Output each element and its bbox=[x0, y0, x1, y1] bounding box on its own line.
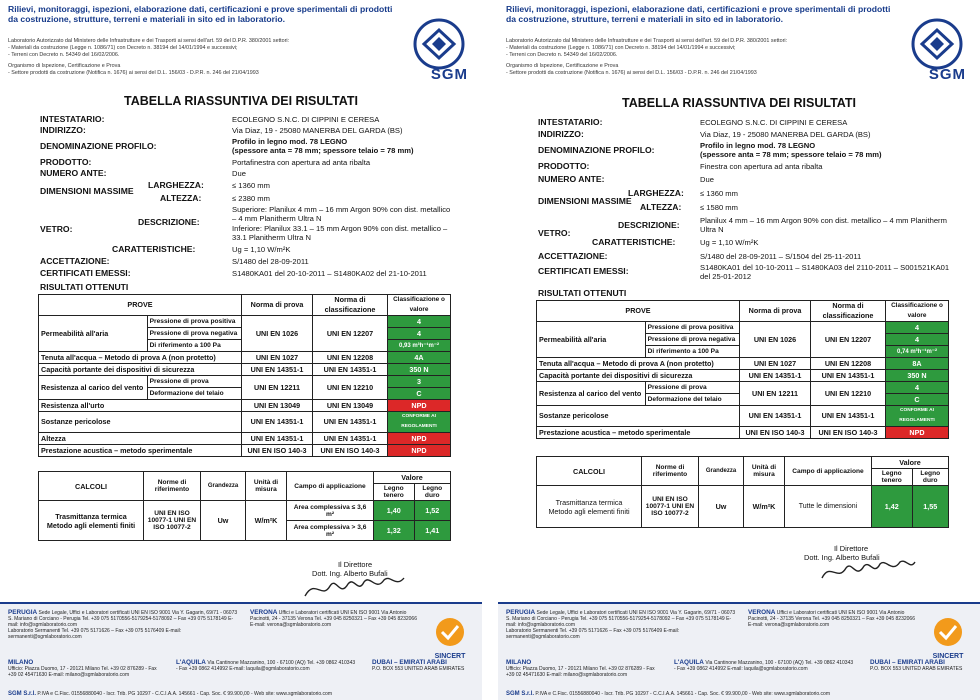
table-row bbox=[39, 445, 451, 457]
logo-text: SGM bbox=[928, 66, 966, 83]
accettazione-value: S/1480 del 28-09-2011 bbox=[232, 257, 309, 266]
capacita-value: 350 N bbox=[886, 370, 949, 382]
header-line: Organismo di Ispezione, Certificazione e Prova bbox=[8, 63, 121, 69]
prodotto-value: Portafinestra con apertura ad anta ribalta bbox=[232, 158, 371, 167]
footer-address: Laboratorio Sermanenti Tel. +39 075 5171626 – Fax +39 075 5176409 E-mail: sermanenti@sgmlaboratorio.com bbox=[506, 628, 680, 640]
vento-class: UNI EN 12210 bbox=[313, 376, 388, 400]
descrizione-label: DESCRIZIONE: bbox=[138, 217, 200, 227]
signature-icon bbox=[300, 572, 410, 602]
altezza-value: NPD bbox=[388, 433, 451, 445]
footer-address: Via Cantinone Mazzanino, 100 - 67100 (AQ) Tel. +39 0862 410343 - Fax +39 0862 414992 E-mail: laquila@sgmlaboratorio.com bbox=[674, 660, 854, 672]
vento-class: UNI EN 12210 bbox=[811, 382, 886, 406]
perm-value: 4 bbox=[388, 328, 451, 340]
table-row bbox=[39, 364, 451, 376]
header-title: Rilievi, monitoraggi, ispezioni, elaborazione dati, certificazioni e prove sperimentali di prodotti da costruzione, strutture, terreni e materiali in sito ed in laboratorio. bbox=[8, 4, 393, 24]
altezza-value: ≤ 1580 mm bbox=[700, 203, 738, 212]
table-header-row bbox=[39, 295, 451, 316]
header-line: Laboratorio Autorizzato dal Ministero delle Infrastrutture e dei Trasporti ai sensi dell'art. 59 del D.P.R. 380/2001 settori: bbox=[8, 38, 290, 44]
footer-address: Uffici e Laboratori certificati UNI EN ISO 9001 Via Antonio Pacinotti, 24 - 37135 Verona Tel. +39 045 8250321 – Fax +39 045 8232066 E-mail: verona@sgmlaboratorio.com bbox=[250, 610, 417, 628]
vento-norma: UNI EN 12211 bbox=[740, 382, 811, 406]
capacita-norma: UNI EN 14351-1 bbox=[242, 364, 313, 376]
vetro-label: VETRO: bbox=[40, 224, 73, 234]
footer-address: P.O. BOX 553 UNITED ARAB EMIRATES bbox=[870, 666, 963, 672]
footer-city: L'AQUILA bbox=[176, 659, 206, 666]
col-legno-tenero: Legno tenero bbox=[872, 469, 913, 486]
certificati-value: S1480KA01 del 20-10-2011 – S1480KA02 del 21-10-2011 bbox=[232, 269, 427, 278]
col-legno-duro: Legno duro bbox=[414, 484, 451, 501]
sostanze-norma: UNI EN 14351-1 bbox=[740, 406, 811, 427]
certificati-label: CERTIFICATI EMESSI: bbox=[40, 268, 131, 278]
footer-legal-text: P.IVA e C.Fisc. 01556880040 - Iscr. Trib. PG 10297 - C.C.I.A.A. 145661 - Cap. Soc. € 99.900,00 - Web site: www.sgmlaboratorio.com bbox=[535, 691, 830, 697]
header-line: - Settore prodotti da costruzione (Notifica n. 1676) ai sensi del D.L. 156/03 - D.P.R. n. 246 del 21/04/1993 bbox=[8, 70, 259, 76]
profilo-value: Profilo in legno mod. 78 LEGNO bbox=[232, 137, 348, 146]
acustica-value: NPD bbox=[886, 427, 949, 439]
perm-norma: UNI EN 1026 bbox=[740, 322, 811, 358]
results-table bbox=[38, 294, 451, 457]
acustica-label: Prestazione acustica – metodo sperimentale bbox=[537, 427, 740, 439]
table-row bbox=[537, 382, 949, 394]
calc-label-1: Trasmittanza termica bbox=[555, 497, 623, 507]
accettazione-label: ACCETTAZIONE: bbox=[538, 251, 608, 261]
vento-sub: Pressione di prova bbox=[645, 382, 739, 394]
header-line: - Terreni con Decreto n. 54349 del 16/02/2006. bbox=[506, 52, 618, 58]
table-row bbox=[537, 406, 949, 427]
page-title: TABELLA RIASSUNTIVA DEI RISULTATI bbox=[621, 96, 856, 110]
col-valore: Valore bbox=[374, 472, 451, 484]
tenuta-value: 4A bbox=[388, 352, 451, 364]
col-grandezza: Grandezza bbox=[201, 472, 246, 501]
header-line: Laboratorio Autorizzato dal Ministero delle Infrastrutture e dei Trasporti ai sensi dell'art. 59 del D.P.R. 380/2001 settori: bbox=[506, 38, 788, 44]
descrizione-inferiore: Inferiore: Planilux 33.1 – 15 mm Argon 90% con dist. metallico – 33.1 Planitherm Ultra N bbox=[232, 224, 448, 242]
descrizione-value: Planilux 4 mm – 16 mm Argon 90% con dist. metallico – 4 mm Planitherm Ultra N bbox=[700, 216, 947, 234]
calc-label bbox=[537, 486, 642, 528]
perm-sub: Pressione di prova positiva bbox=[147, 316, 241, 328]
sostanze-label: Sostanze pericolose bbox=[39, 412, 242, 433]
logo-text: SGM bbox=[430, 66, 468, 83]
profilo-label: DENOMINAZIONE PROFILO: bbox=[40, 141, 157, 151]
indirizzo-label: INDIRIZZO: bbox=[40, 125, 86, 135]
profilo-value: Profilo in legno mod. 78 LEGNO bbox=[700, 141, 816, 150]
calc-label-1: Trasmittanza termica bbox=[55, 511, 127, 521]
acustica-class: UNI EN ISO 140-3 bbox=[811, 427, 886, 439]
urto-norma: UNI EN 13049 bbox=[242, 400, 313, 412]
urto-value: NPD bbox=[388, 400, 451, 412]
descrizione-superiore: Superiore: Planilux 4 mm – 16 mm Argon 90% con dist. metallico – 4 mm Planitherm Ultra N bbox=[232, 205, 451, 223]
acustica-norma: UNI EN ISO 140-3 bbox=[242, 445, 313, 457]
table-row bbox=[39, 352, 451, 364]
header-line: - Settore prodotti da costruzione (Notifica n. 1676) ai sensi del D.L. 156/03 - D.P.R. n. 246 del 21/04/1993 bbox=[506, 70, 757, 76]
profilo-label: DENOMINAZIONE PROFILO: bbox=[538, 145, 655, 155]
ante-value: Due bbox=[700, 175, 714, 184]
footer-city: L'AQUILA bbox=[674, 659, 704, 666]
table-row bbox=[39, 400, 451, 412]
table-header-row bbox=[537, 301, 949, 322]
col-classificazione: Classificazione o valore bbox=[388, 295, 451, 316]
intestatario-value: ECOLEGNO S.N.C. DI CIPPINI E CERESA bbox=[700, 118, 848, 127]
col-norma-prova: Norma di prova bbox=[740, 301, 811, 322]
col-unita: Unità di misura bbox=[744, 457, 785, 486]
signature-icon bbox=[818, 556, 918, 584]
calc-label bbox=[39, 501, 144, 541]
table-header-row bbox=[39, 472, 451, 484]
perm-class: UNI EN 12207 bbox=[313, 316, 388, 352]
perm-norma: UNI EN 1026 bbox=[242, 316, 313, 352]
intestatario-value: ECOLEGNO S.N.C. DI CIPPINI E CERESA bbox=[232, 115, 380, 124]
calc-table bbox=[536, 456, 949, 528]
caratteristiche-value: Ug = 1,10 W/m²K bbox=[700, 238, 759, 247]
certificate-sheet-left bbox=[0, 0, 482, 700]
capacita-label: Capacità portante dei dispositivi di sicurezza bbox=[39, 364, 242, 376]
footer-address: Via Cantinone Mazzanino, 100 - 67100 (AQ) Tel. +39 0862 410343 - Fax +39 0862 414992 E-mail: laquila@sgmlaboratorio.com bbox=[176, 660, 356, 672]
capacita-class: UNI EN 14351-1 bbox=[313, 364, 388, 376]
perm-class: UNI EN 12207 bbox=[811, 322, 886, 358]
certificati-value: S1480KA01 del 10-10-2011 – S1480KA03 del 2110-2011 – S001521KA01 del 25-01-2012 bbox=[700, 263, 950, 281]
indirizzo-value: Via Diaz, 19 - 25080 MANERBA DEL GARDA (BS) bbox=[232, 126, 403, 135]
capacita-value: 350 N bbox=[388, 364, 451, 376]
col-unita: Unità di misura bbox=[246, 472, 287, 501]
larghezza-label: LARGHEZZA: bbox=[148, 180, 204, 190]
footer-company: SGM S.r.l. bbox=[8, 691, 37, 697]
vento-sub: Pressione di prova bbox=[147, 376, 241, 388]
caratteristiche-label: CARATTERISTICHE: bbox=[112, 244, 196, 254]
footer bbox=[498, 602, 980, 700]
col-prove: PROVE bbox=[537, 301, 740, 322]
profilo-spessore: (spessore anta = 78 mm; spessore telaio = 78 mm) bbox=[232, 146, 414, 155]
tenuta-label: Tenuta all'acqua – Metodo di prova A (non protetto) bbox=[537, 358, 740, 370]
table-row bbox=[39, 433, 451, 445]
results-table bbox=[536, 300, 949, 439]
tenuta-value: 8A bbox=[886, 358, 949, 370]
footer-address: Sede Legale, Uffici e Laboratori certificati UNI EN ISO 9001 Via Y. Gagarin, 69/71 - 06073 S. Mariano di Corciano - Perugia Tel. +39 075 5170556-5179254-5178092 – Fax +39 075 5178149 E-mail: info@sgmlaboratorio.com bbox=[8, 610, 238, 628]
tenuta-norma: UNI EN 1027 bbox=[740, 358, 811, 370]
table-row bbox=[537, 427, 949, 439]
signature-title: Il Direttore bbox=[834, 544, 869, 553]
col-norme: Norme di riferimento bbox=[642, 457, 699, 486]
acustica-norma: UNI EN ISO 140-3 bbox=[740, 427, 811, 439]
col-valore: Valore bbox=[872, 457, 949, 469]
tenuta-class: UNI EN 12208 bbox=[811, 358, 886, 370]
col-calcoli: CALCOLI bbox=[537, 457, 642, 486]
footer-address: Laboratorio Sermanenti Tel. +39 075 5171626 – Fax +39 075 5176409 E-mail: sermanenti@sgmlaboratorio.com bbox=[8, 628, 182, 640]
col-calcoli: CALCOLI bbox=[39, 472, 144, 501]
urto-class: UNI EN 13049 bbox=[313, 400, 388, 412]
perm-sub: Pressione di prova negativa bbox=[645, 334, 739, 346]
vento-sub: Deformazione del telaio bbox=[645, 394, 739, 406]
sostanze-class: UNI EN 14351-1 bbox=[811, 406, 886, 427]
perm-label: Permeabilità all'aria bbox=[537, 322, 646, 358]
calc-value: 1,52 bbox=[414, 501, 451, 521]
altezza-row-label: Altezza bbox=[39, 433, 242, 445]
col-norma-classificazione: Norma di classificazione bbox=[811, 301, 886, 322]
page-title: TABELLA RIASSUNTIVA DEI RISULTATI bbox=[123, 94, 358, 108]
footer-address: P.O. BOX 553 UNITED ARAB EMIRATES bbox=[372, 666, 465, 672]
accettazione-label: ACCETTAZIONE: bbox=[40, 256, 110, 266]
vetro-label: VETRO: bbox=[538, 228, 571, 238]
footer-city: MILANO bbox=[506, 659, 532, 666]
results-section-title: RISULTATI OTTENUTI bbox=[40, 282, 129, 292]
col-campo: Campo di applicazione bbox=[785, 457, 872, 486]
descrizione-label: DESCRIZIONE: bbox=[618, 220, 680, 230]
intestatario-label: INTESTATARIO: bbox=[538, 117, 603, 127]
urto-label: Resistenza all'urto bbox=[39, 400, 242, 412]
header-line: - Materiali da costruzione (Legge n. 1086/71) con Decreto n. 38194 del 14/01/1994 e successivi; bbox=[506, 45, 736, 51]
signature-name: Dott. Ing. Alberto Bufali bbox=[804, 553, 880, 562]
footer-city: VERONA bbox=[250, 609, 278, 616]
calc-value: 1,55 bbox=[912, 486, 949, 528]
page-gap bbox=[482, 0, 498, 700]
table-header-row bbox=[537, 457, 949, 469]
perm-value: 0,93 m³h⁻¹m⁻² bbox=[388, 340, 451, 352]
col-grandezza: Grandezza bbox=[699, 457, 744, 486]
indirizzo-label: INDIRIZZO: bbox=[538, 129, 584, 139]
table-row bbox=[537, 486, 949, 528]
sostanze-norma: UNI EN 14351-1 bbox=[242, 412, 313, 433]
indirizzo-value: Via Diaz, 19 - 25080 MANERBA DEL GARDA (BS) bbox=[700, 130, 871, 139]
calc-grandezza: Uw bbox=[699, 486, 744, 528]
altezza-label: ALTEZZA: bbox=[640, 202, 682, 212]
ante-label: NUMERO ANTE: bbox=[538, 174, 605, 184]
certificati-label: CERTIFICATI EMESSI: bbox=[538, 266, 629, 276]
footer-city: MILANO bbox=[8, 659, 34, 666]
footer bbox=[0, 602, 482, 700]
tenuta-norma: UNI EN 1027 bbox=[242, 352, 313, 364]
col-legno-tenero: Legno tenero bbox=[374, 484, 415, 501]
calc-norme: UNI EN ISO 10077-1 UNI EN ISO 10077-2 bbox=[144, 501, 201, 541]
footer-address: Sede Legale, Uffici e Laboratori certificati UNI EN ISO 9001 Via Y. Gagarin, 69/71 - 06073 S. Mariano di Corciano - Perugia Tel. +39 075 5170556-5179254-5178092 – Fax +39 075 5178149 E-mail: info@sgmlaboratorio.com bbox=[506, 610, 736, 628]
calc-norme: UNI EN ISO 10077-1 UNI EN ISO 10077-2 bbox=[642, 486, 699, 528]
sostanze-value: CONFORME AI REGOLAMENTI bbox=[388, 412, 451, 433]
calc-table bbox=[38, 471, 451, 541]
vento-value: 4 bbox=[886, 382, 949, 394]
calc-grandezza: Uw bbox=[201, 501, 246, 541]
table-row bbox=[537, 370, 949, 382]
capacita-label: Capacità portante dei dispositivi di sicurezza bbox=[537, 370, 740, 382]
ante-label: NUMERO ANTE: bbox=[40, 168, 107, 178]
tenuta-label: Tenuta all'acqua – Metodo di prova A (non protetto) bbox=[39, 352, 242, 364]
footer-address: Uffici e Laboratori certificati UNI EN ISO 9001 Via Antonio Pacinotti, 24 - 37135 Verona Tel. +39 045 8250321 – Fax +39 045 8232066 E-mail: verona@sgmlaboratorio.com bbox=[748, 610, 915, 628]
calc-value: 1,42 bbox=[872, 486, 913, 528]
perm-value: 4 bbox=[886, 334, 949, 346]
footer-city: DUBAI – EMIRATI ARABI bbox=[870, 659, 945, 666]
ante-value: Due bbox=[232, 169, 246, 178]
perm-label: Permeabilità all'aria bbox=[39, 316, 148, 352]
perm-sub: Di riferimento a 100 Pa bbox=[645, 346, 739, 358]
table-row bbox=[537, 322, 949, 334]
prodotto-label: PRODOTTO: bbox=[40, 157, 92, 167]
perm-value: 4 bbox=[886, 322, 949, 334]
vento-norma: UNI EN 12211 bbox=[242, 376, 313, 400]
caratteristiche-value: Ug = 1,10 W/m²K bbox=[232, 245, 291, 254]
col-norma-classificazione: Norma di classificazione bbox=[313, 295, 388, 316]
calc-value: 1,40 bbox=[374, 501, 415, 521]
header-line: - Materiali da costruzione (Legge n. 1086/71) con Decreto n. 38194 del 14/01/1994 e successivi; bbox=[8, 45, 238, 51]
col-norme: Norme di riferimento bbox=[144, 472, 201, 501]
acustica-class: UNI EN ISO 140-3 bbox=[313, 445, 388, 457]
footer-legal bbox=[8, 691, 478, 697]
header-title: Rilievi, monitoraggi, ispezioni, elaborazione dati, certificazioni e prove sperimentali di prodotti da costruzione, strutture, terreni e materiali in sito ed in laboratorio. bbox=[506, 4, 891, 24]
calc-unita: W/m²K bbox=[246, 501, 287, 541]
vento-label: Resistenza al carico del vento bbox=[537, 382, 646, 406]
table-row bbox=[39, 376, 451, 388]
footer-city: DUBAI – EMIRATI ARABI bbox=[372, 659, 447, 666]
intestatario-label: INTESTATARIO: bbox=[40, 114, 105, 124]
vento-label: Resistenza al carico del vento bbox=[39, 376, 148, 400]
calc-label-2: Metodo agli elementi finiti bbox=[548, 506, 630, 516]
calc-unita: W/m²K bbox=[744, 486, 785, 528]
footer-city: PERUGIA bbox=[8, 609, 38, 616]
vento-value: C bbox=[388, 388, 451, 400]
table-row bbox=[39, 412, 451, 433]
larghezza-value: ≤ 1360 mm bbox=[232, 181, 270, 190]
calc-label-2: Metodo agli elementi finiti bbox=[46, 520, 136, 530]
altezza-label: ALTEZZA: bbox=[160, 193, 202, 203]
calc-value: 1,41 bbox=[414, 521, 451, 541]
altezza-value: ≤ 2380 mm bbox=[232, 194, 270, 203]
sincert-logo-icon bbox=[926, 614, 970, 666]
dimensioni-label: DIMENSIONI MASSIME bbox=[538, 196, 632, 206]
prodotto-label: PRODOTTO: bbox=[538, 161, 590, 171]
certificate-sheet-right bbox=[498, 0, 980, 700]
footer-city: PERUGIA bbox=[506, 609, 536, 616]
dimensioni-label: DIMENSIONI MASSIME bbox=[40, 186, 134, 196]
perm-sub: Pressione di prova positiva bbox=[645, 322, 739, 334]
sincert-text: SINCERT bbox=[434, 653, 466, 660]
footer-address: Ufficio: Piazza Duomo, 17 - 20121 Milano Tel. +39 02 876289 - Fax +39 02 45471630 E-mail: milano@sgmlaboratorio.com bbox=[8, 666, 157, 678]
calc-campo: Tutte le dimensioni bbox=[785, 486, 872, 528]
footer-legal-text: P.IVA e C.Fisc. 01556880040 - Iscr. Trib. PG 10297 - C.C.I.A.A. 145661 - Cap. Soc. € 99.900,00 - Web site: www.sgmlaboratorio.com bbox=[37, 691, 332, 697]
accettazione-value: S/1480 del 28-09-2011 – S/1504 del 25-11-2011 bbox=[700, 252, 862, 261]
footer-city: VERONA bbox=[748, 609, 776, 616]
sostanze-class: UNI EN 14351-1 bbox=[313, 412, 388, 433]
sincert-text: SINCERT bbox=[932, 653, 964, 660]
tenuta-class: UNI EN 12208 bbox=[313, 352, 388, 364]
acustica-label: Prestazione acustica – metodo sperimentale bbox=[39, 445, 242, 457]
header-line: - Terreni con Decreto n. 54349 del 16/02/2006. bbox=[8, 52, 120, 58]
prodotto-value: Finestra con apertura ad anta ribalta bbox=[700, 162, 823, 171]
capacita-class: UNI EN 14351-1 bbox=[811, 370, 886, 382]
col-classificazione: Classificazione o valore bbox=[886, 301, 949, 322]
sostanze-value: CONFORME AI REGOLAMENTI bbox=[886, 406, 949, 427]
footer-address: Ufficio: Piazza Duomo, 17 - 20121 Milano Tel. +39 02 876289 - Fax +39 02 45471630 E-mail: milano@sgmlaboratorio.com bbox=[506, 666, 655, 678]
header-line: Organismo di Ispezione, Certificazione e Prova bbox=[506, 63, 619, 69]
footer-company: SGM S.r.l. bbox=[506, 691, 535, 697]
calc-value: 1,32 bbox=[374, 521, 415, 541]
caratteristiche-label: CARATTERISTICHE: bbox=[592, 237, 676, 247]
table-row bbox=[39, 501, 451, 521]
footer-legal bbox=[506, 691, 976, 697]
results-section-title: RISULTATI OTTENUTI bbox=[538, 288, 627, 298]
capacita-norma: UNI EN 14351-1 bbox=[740, 370, 811, 382]
altezza-class: UNI EN 14351-1 bbox=[313, 433, 388, 445]
perm-sub: Di riferimento a 100 Pa bbox=[147, 340, 241, 352]
col-norma-prova: Norma di prova bbox=[242, 295, 313, 316]
profilo-spessore: (spessore anta = 78 mm; spessore telaio = 78 mm) bbox=[700, 150, 882, 159]
perm-value: 0,74 m³h⁻¹m⁻² bbox=[886, 346, 949, 358]
perm-value: 4 bbox=[388, 316, 451, 328]
signature-title: Il Direttore bbox=[338, 560, 373, 569]
larghezza-label: LARGHEZZA: bbox=[628, 188, 684, 198]
sostanze-label: Sostanze pericolose bbox=[537, 406, 740, 427]
sincert-logo-icon bbox=[428, 614, 472, 666]
calc-campo: Area complessiva ≤ 3,6 m² bbox=[287, 501, 374, 521]
col-prove: PROVE bbox=[39, 295, 242, 316]
altezza-norma: UNI EN 14351-1 bbox=[242, 433, 313, 445]
vento-value: 3 bbox=[388, 376, 451, 388]
larghezza-value: ≤ 1360 mm bbox=[700, 189, 738, 198]
signature-name: Dott. Ing. Alberto Bufali bbox=[312, 569, 388, 578]
col-legno-duro: Legno duro bbox=[912, 469, 949, 486]
table-row bbox=[537, 358, 949, 370]
perm-sub: Pressione di prova negativa bbox=[147, 328, 241, 340]
col-campo: Campo di applicazione bbox=[287, 472, 374, 501]
calc-campo: Area complessiva > 3,6 m² bbox=[287, 521, 374, 541]
table-row bbox=[39, 316, 451, 328]
vento-value: C bbox=[886, 394, 949, 406]
acustica-value: NPD bbox=[388, 445, 451, 457]
vento-sub: Deformazione del telaio bbox=[147, 388, 241, 400]
